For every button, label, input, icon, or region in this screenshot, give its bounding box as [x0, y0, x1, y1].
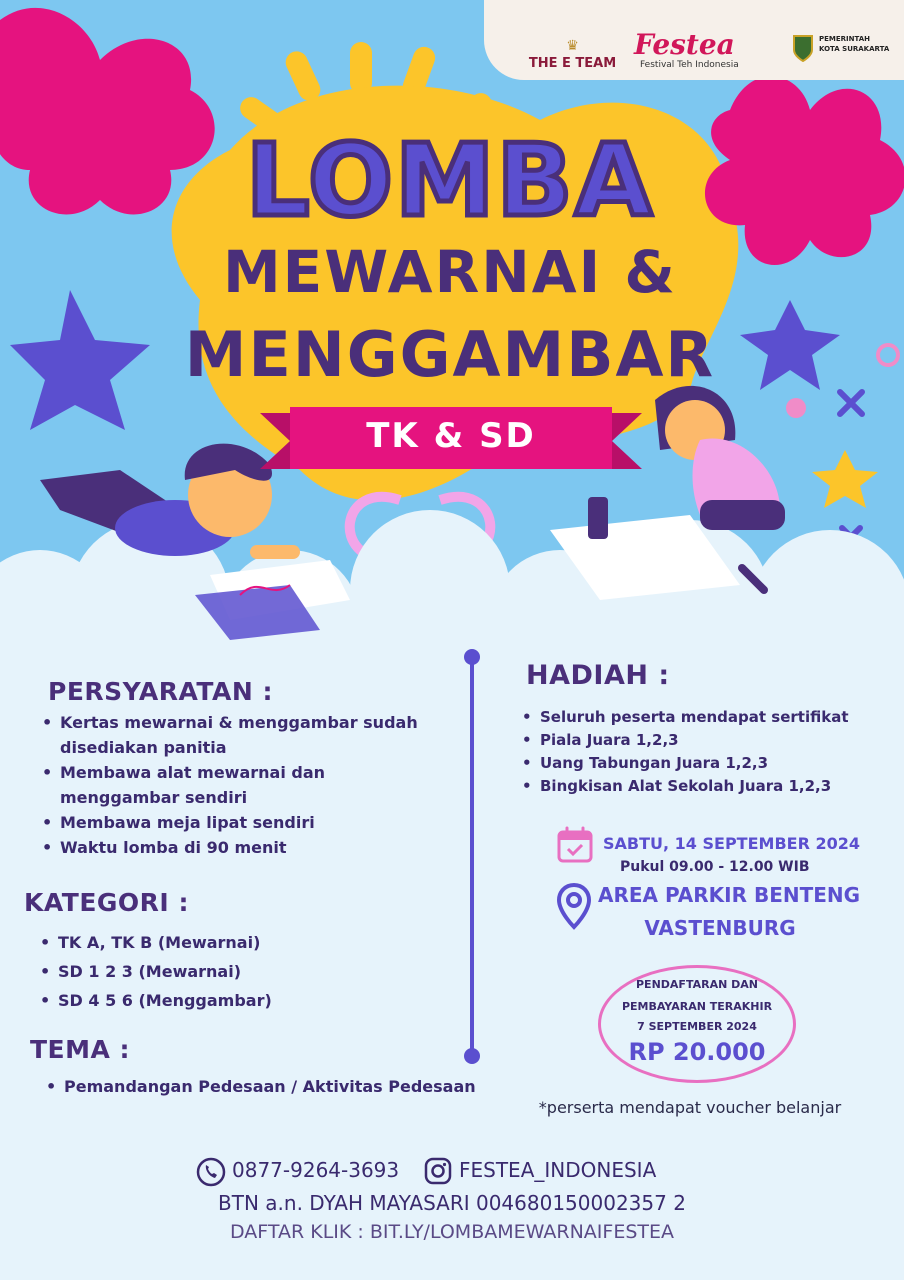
hadiah-list [516, 706, 886, 798]
list-item: • TK A, TK B (Mewarnai) [34, 928, 414, 957]
divider-dot-bottom [464, 1048, 480, 1064]
location-pin-icon [556, 882, 592, 930]
title-line3: MENGGAMBAR [184, 318, 716, 391]
list-item: • Membawa alat mewarnai dan menggambar sendiri [36, 760, 446, 810]
persyaratan-list [36, 710, 446, 860]
tema-list [40, 1074, 500, 1099]
the-e-team-logo: ♛ THE E TEAM [525, 40, 620, 71]
registration-line2: PEMBAYARAN TERAKHIR [621, 1000, 773, 1013]
divider-line [470, 656, 474, 1056]
contact-bank: BTN a.n. DYAH MAYASARI 004680150002357 2 [218, 1191, 686, 1215]
title-line2: MEWARNAI & [222, 238, 678, 306]
list-item: • Pemandangan Pedesaan / Aktivitas Pedesaan [40, 1074, 500, 1099]
kategori-heading: KATEGORI : [24, 888, 189, 917]
list-item: • Piala Juara 1,2,3 [516, 729, 886, 752]
list-item: • SD 4 5 6 (Menggambar) [34, 986, 414, 1015]
festea-logo: Festea Festival Teh Indonesia [634, 28, 739, 70]
hadiah-heading: HADIAH : [526, 660, 670, 691]
list-item: • Uang Tabungan Juara 1,2,3 [516, 752, 886, 775]
list-item: • SD 1 2 3 (Mewarnai) [34, 957, 414, 986]
instagram-icon [424, 1157, 452, 1185]
banner-text: TK & SD [366, 416, 536, 456]
divider-dot-top [464, 649, 480, 665]
event-time: Pukul 09.00 - 12.00 WIB [620, 859, 810, 875]
shield-icon [792, 34, 814, 62]
title-main: LOMBA [245, 122, 655, 239]
contact-link[interactable]: DAFTAR KLIK : BIT.LY/LOMBAMEWARNAIFESTEA [230, 1221, 674, 1243]
list-item: • Waktu lomba di 90 menit [36, 835, 446, 860]
crown-icon: ♛ [566, 38, 579, 54]
list-item: • Membawa meja lipat sendiri [36, 810, 446, 835]
list-item: • Seluruh peserta mendapat sertifikat [516, 706, 886, 729]
tema-heading: TEMA : [30, 1035, 131, 1064]
voucher-note: *perserta mendapat voucher belanjar [538, 1098, 842, 1117]
registration-price: RP 20.000 [628, 1038, 766, 1066]
event-location-line1: AREA PARKIR BENTENG [598, 883, 861, 907]
list-item: • Bingkisan Alat Sekolah Juara 1,2,3 [516, 775, 886, 798]
registration-line1: PENDAFTARAN DAN [636, 978, 758, 991]
event-date: SABTU, 14 SEPTEMBER 2024 [603, 834, 860, 853]
calendar-icon [556, 826, 594, 864]
event-location-line2: VASTENBURG [644, 916, 796, 940]
pemkot-logo: PEMERINTAH KOTA SURAKARTA [792, 34, 904, 62]
persyaratan-heading: PERSYARATAN : [48, 677, 273, 706]
registration-line3: 7 SEPTEMBER 2024 [637, 1020, 757, 1033]
list-item: • Kertas mewarnai & menggambar sudah disediakan panitia [36, 710, 446, 760]
contact-phone[interactable]: 0877-9264-3693 [232, 1158, 400, 1182]
contact-instagram[interactable]: FESTEA_INDONESIA [459, 1158, 657, 1182]
phone-icon [196, 1157, 226, 1187]
kategori-list [34, 928, 414, 1015]
